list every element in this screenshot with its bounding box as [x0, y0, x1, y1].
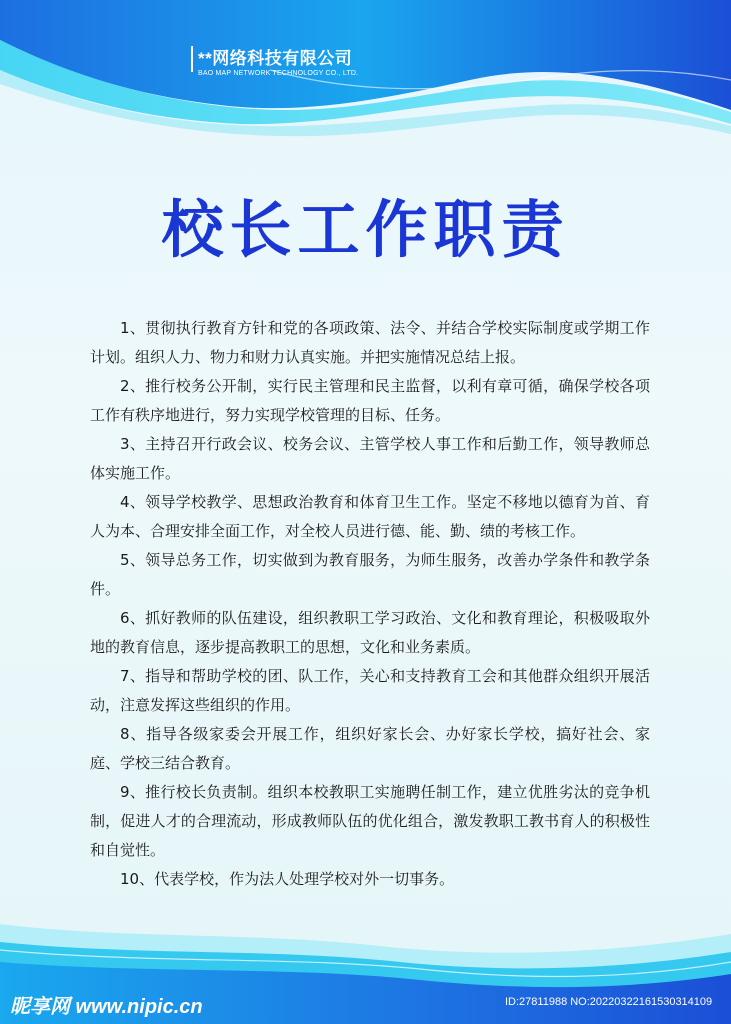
duty-item: 10、代表学校，作为法人处理学校对外一切事务。	[120, 870, 455, 888]
duty-item: 8、指导各级家委会开展工作，组织好家长会、办好家长学校，搞好社会、家庭、学校三结合教育。	[90, 725, 650, 772]
duty-item: 9、推行校长负责制。组织本校教职工实施聘任制工作，建立优胜劣汰的竞争机制，促进人才的合理流动，形成教师队伍的优化组合，激发教职工教书育人的积极性和自觉性。	[90, 783, 650, 859]
duty-item: 5、领导总务工作，切实做到为教育服务，为师生服务，改善办学条件和教学条件。	[90, 551, 650, 598]
page-title: 校长工作职责	[161, 193, 570, 266]
duty-list	[90, 314, 650, 894]
duty-item: 2、推行校务公开制，实行民主管理和民主监督，以利有章可循，确保学校各项工作有秩序地进行，努力实现学校管理的目标、任务。	[90, 377, 650, 424]
duty-item: 4、领导学校教学、思想政治教育和体育卫生工作。坚定不移地以德育为首、育人为本、合理安排全面工作，对全校人员进行德、能、勤、绩的考核工作。	[90, 493, 650, 540]
duty-item: 3、主持召开行政会议、校务会议、主管学校人事工作和后勤工作，领导教师总体实施工作。	[90, 435, 650, 482]
watermark-site: 昵享网 www.nipic.cn	[10, 996, 203, 1018]
duty-item: 6、抓好教师的队伍建设，组织教职工学习政治、文化和教育理论，积极吸取外地的教育信息，逐步提高教职工的思想，文化和业务素质。	[90, 609, 650, 656]
company-logo	[198, 44, 358, 77]
watermark-id: ID:27811988 NO:20220322161530314109	[505, 996, 713, 1008]
top-wave-decoration	[0, 0, 731, 150]
duty-item: 7、指导和帮助学校的团、队工作，关心和支持教育工会和其他群众组织开展活动，注意发挥这些组织的作用。	[90, 667, 650, 714]
duty-item: 1、贯彻执行教育方针和党的各项政策、法令、并结合学校实际制度或学期工作计划。组织人力、物力和财力认真实施。并把实施情况总结上报。	[90, 319, 650, 366]
company-divider	[191, 46, 193, 72]
company-name: **网络科技有限公司	[198, 49, 353, 68]
company-name-en: BAO MAP NETWORK TECHNOLOGY CO., LTD.	[198, 70, 359, 77]
